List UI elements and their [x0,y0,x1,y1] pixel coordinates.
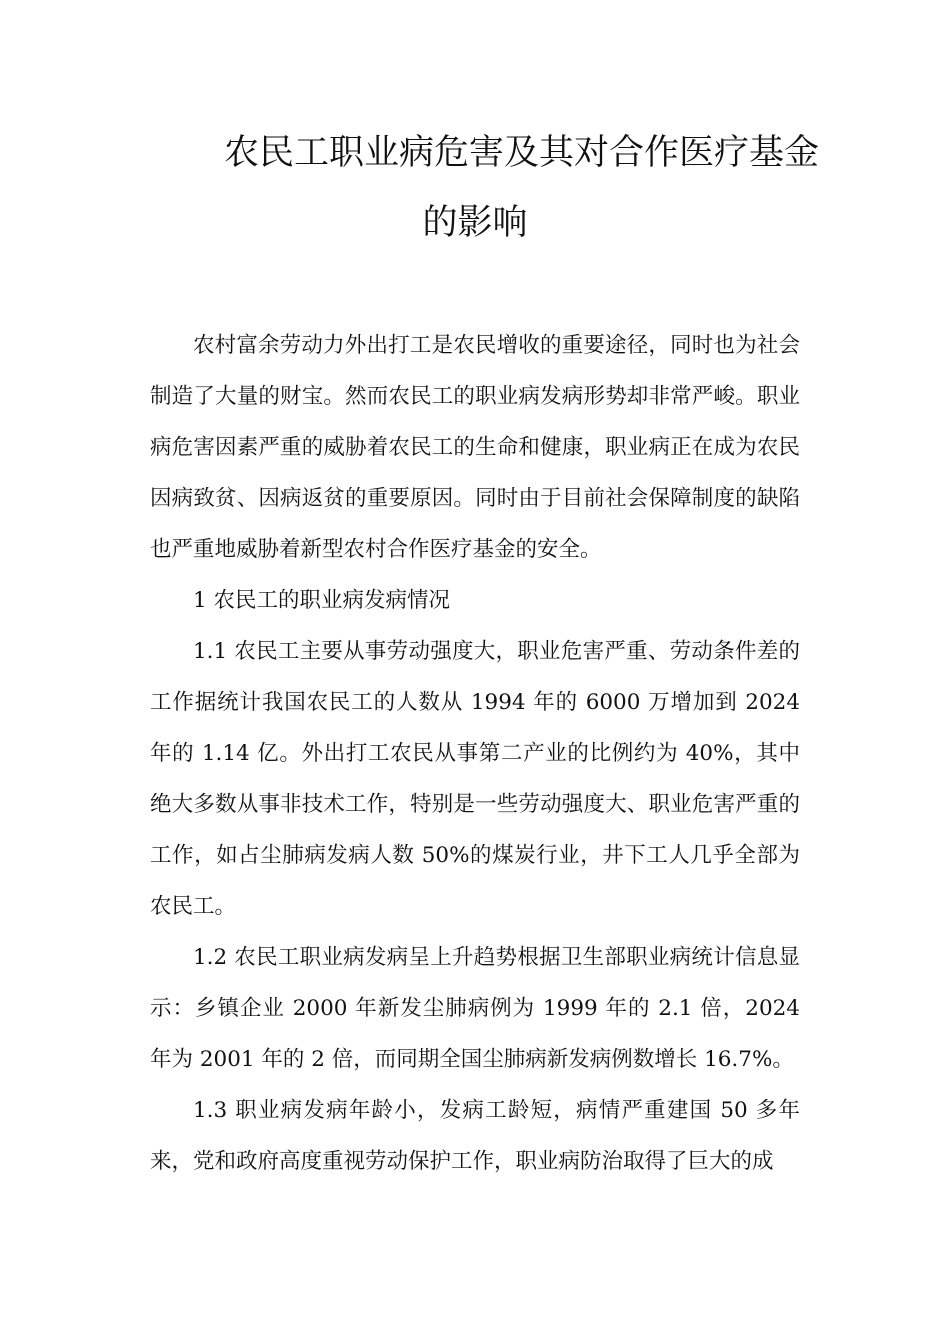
paragraph-intro: 农村富余劳动力外出打工是农民增收的重要途径，同时也为社会制造了大量的财宝。然而农民工的职业病发病形势却非常严峻。职业病危害因素严重的威胁着农民工的生命和健康，职业病正在成为农民因病致贫、因病返贫的重要原因。同时由于目前社会保障制度的缺陷也严重地威胁着新型农村合作医疗基金的安全。 [150,333,800,562]
document-title [0,118,950,258]
section-heading-1: 1 农民工的职业病发病情况 [193,588,451,613]
title-line-2: 的影响 [422,203,528,243]
paragraph-1-2: 1.2 农民工职业病发病呈上升趋势根据卫生部职业病统计信息显示：乡镇企业 2000 年新发尘肺病例为 1999 年的 2.1 倍，2024 年为 2001 年的 2 倍，而同期全国尘肺病新发病例数增长 16.7%。 [150,945,800,1072]
title-line-1: 农民工职业病危害及其对合作医疗基金 [224,133,820,173]
paragraph-1-1: 1.1 农民工主要从事劳动强度大，职业危害严重、劳动条件差的工作据统计我国农民工的人数从 1994 年的 6000 万增加到 2024 年的 1.14 亿。外出打工农民从事第二产业的比例约为 40%，其中绝大多数从事非技术工作，特别是一些劳动强度大、职业危害严重的工作，如占尘肺病发病人数 50%的煤炭行业，井下工人几乎全部为农民工。 [150,639,800,919]
document-body [150,320,800,1187]
paragraph-1-3: 1.3 职业病发病年龄小，发病工龄短，病情严重建国 50 多年来，党和政府高度重视劳动保护工作，职业病防治取得了巨大的成 [150,1098,800,1174]
